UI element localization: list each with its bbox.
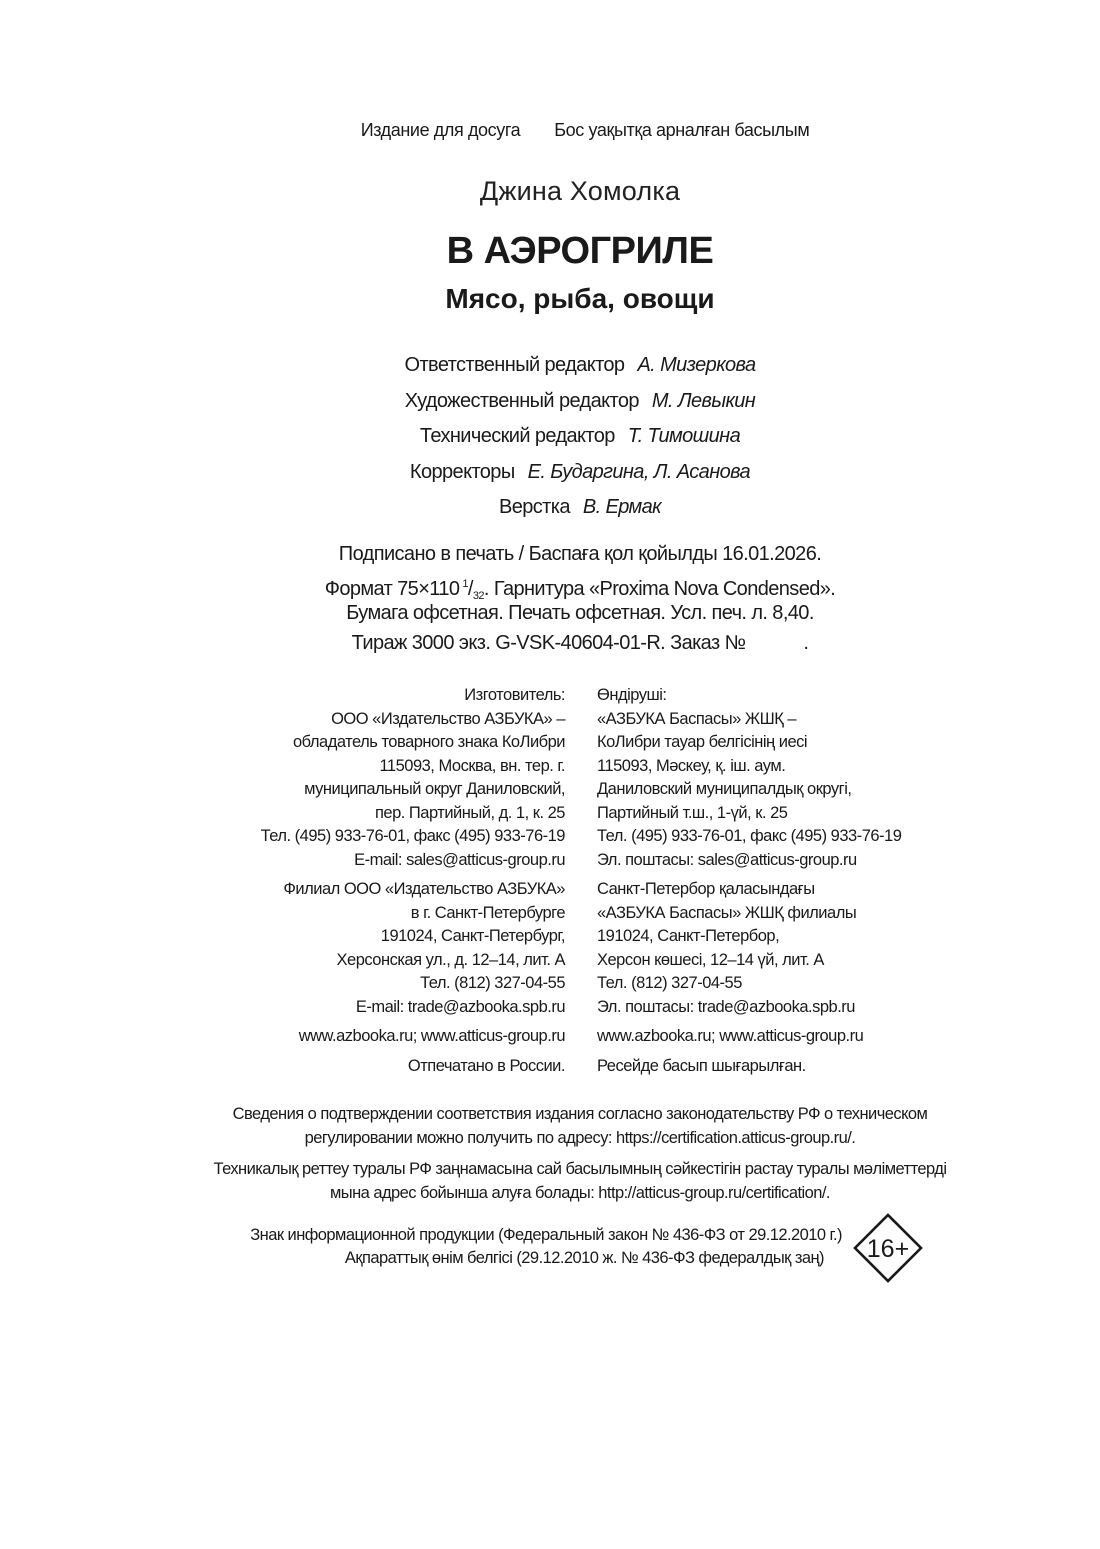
format-prefix: Формат 75×110 (324, 577, 460, 600)
branch-line: Санкт-Петербор қаласындағы (597, 880, 815, 898)
credit-role: Верстка (499, 496, 570, 518)
websites: www.azbooka.ru; www.atticus-group.ru (597, 1027, 864, 1045)
manufacturer-line: Партийный т.ш., 1-үй, к. 25 (597, 803, 788, 822)
credit-role: Художественный редактор (404, 389, 639, 412)
publisher-info-kz (597, 684, 901, 1078)
book-author: Джина Хомолка (479, 176, 681, 206)
branch-line: Филиал ООО «Издательство АЗБУКА» (283, 880, 565, 898)
manufacturer-phone: Тел. (495) 933-76-01, факс (495) 933-76-19 (260, 827, 565, 845)
format-suffix: . Гарнитура «Proxima Nova Condensed». (483, 577, 836, 600)
manufacturer-line: Өндіруші: (597, 686, 667, 704)
certification-line-ru: Сведения о подтверждении соответствия издания согласно законодательству РФ о техническом (232, 1105, 928, 1123)
paper-line: Бумага офсетная. Печать офсетная. Усл. печ. л. 8,40. (346, 602, 814, 624)
branch-line: в г. Санкт-Петербурге (410, 903, 565, 922)
credit-name: В. Ермак (582, 496, 661, 518)
manufacturer-line: пер. Партийный, д. 1, к. 25 (374, 803, 565, 822)
manufacturer-email: Эл. поштасы: sales@atticus-group.ru (597, 850, 857, 869)
certification-line-kz: Техникалық реттеу туралы РФ заңнамасына сай басылымның сәйкестігін растау туралы мәліметтерді (213, 1160, 947, 1178)
print-run-suffix: . (803, 631, 809, 654)
credit-name: А. Мизеркова (637, 354, 756, 376)
manufacturer-line: обладатель товарного знака КоЛибри (293, 733, 565, 751)
branch-email: E-mail: trade@azbooka.spb.ru (355, 997, 565, 1016)
book-subtitle: Мясо, рыба, овощи (445, 283, 715, 314)
manufacturer-line: ООО «Издательство АЗБУКА» – (331, 709, 565, 728)
certification-line-ru: регулировании можно получить по адресу: https://certification.atticus-group.ru/. (304, 1128, 856, 1147)
branch-phone: Тел. (812) 327-04-55 (597, 974, 742, 992)
publisher-info-ru (261, 684, 565, 1078)
age-rating-text (250, 1224, 842, 1269)
branch-line: 191024, Санкт-Петербург, (380, 927, 565, 945)
credit-name: М. Левыкин (651, 389, 756, 412)
manufacturer-line: 115093, Москва, вн. тер. г. (379, 756, 565, 775)
credits-list (0, 350, 1100, 528)
age-rating-law-ru: Знак информационной продукции (Федеральный закон № 436-ФЗ от 29.12.2010 г.) (250, 1226, 842, 1244)
printed-in: Ресейде басып шығарылған. (597, 1056, 806, 1075)
certification-line-kz: мына адрес бойынша алуға болады: http://atticus-group.ru/certification/. (330, 1183, 830, 1202)
credit-name: Т. Тимошина (627, 425, 741, 447)
certification-notice (0, 1103, 1100, 1205)
credit-line (0, 386, 1100, 422)
format-fraction-denominator: 32 (472, 589, 484, 602)
branch-line: «АЗБУКА Баспасы» ЖШҚ филиалы (597, 903, 857, 922)
branch-line: 191024, Санкт-Петербор, (597, 927, 780, 945)
credit-role: Технический редактор (419, 425, 615, 447)
manufacturer-line: КоЛибри тауар белгісінің иесі (597, 733, 808, 751)
manufacturer-phone: Тел. (495) 933-76-01, факс (495) 933-76-19 (597, 827, 902, 845)
branch-phone: Тел. (812) 327-04-55 (420, 974, 565, 992)
edition-type-row (0, 120, 1100, 141)
manufacturer-line: «АЗБУКА Баспасы» ЖШҚ – (597, 709, 797, 728)
format-fraction-numerator: 1 (462, 577, 468, 590)
branch-email: Эл. поштасы: trade@azbooka.spb.ru (597, 997, 855, 1016)
credit-line (0, 421, 1100, 457)
signed-to-print: Подписано в печать / Баспаға қол қойылды 16.01.2026. (338, 543, 822, 565)
diamond-age-rating-icon (853, 1213, 923, 1283)
manufacturer-line: Изготовитель: (464, 686, 565, 704)
credit-name: Е. Бударгина, Л. Асанова (527, 460, 751, 483)
credit-line (0, 350, 1100, 386)
manufacturer-email: E-mail: sales@atticus-group.ru (354, 850, 565, 869)
manufacturer-line: Даниловский муниципалдық округі, (597, 780, 852, 798)
branch-line: Херсонская ул., д. 12–14, лит. А (336, 950, 565, 969)
credit-line (0, 492, 1100, 528)
edition-type-kz: Бос уақытқа арналған басылым (554, 120, 810, 140)
websites: www.azbooka.ru; www.atticus-group.ru (298, 1027, 565, 1045)
credit-line (0, 457, 1100, 493)
print-run-line (0, 629, 1100, 659)
print-run-prefix: Тираж 3000 экз. G-VSK-40604-01-R. Заказ № (351, 631, 746, 654)
age-rating-badge-text: 16+ (866, 1235, 910, 1263)
format-fraction-slash: / (467, 577, 473, 600)
printed-in: Отпечатано в России. (407, 1056, 565, 1075)
format-line (0, 570, 1100, 600)
manufacturer-line: муниципальный округ Даниловский, (304, 780, 565, 798)
credit-role: Ответственный редактор (404, 354, 625, 376)
age-rating-law-kz: Ақпараттық өнім белгісі (29.12.2010 ж. № 436-ФЗ федералдық заң) (344, 1248, 824, 1267)
manufacturer-line: 115093, Мәскеу, қ. іш. аум. (597, 756, 786, 775)
branch-line: Херсон көшесі, 12–14 үй, лит. А (597, 950, 824, 969)
print-info (0, 540, 1100, 658)
credit-role: Корректоры (409, 460, 515, 483)
book-title: В АЭРОГРИЛЕ (446, 230, 714, 272)
edition-type-ru: Издание для досуга (360, 120, 521, 140)
